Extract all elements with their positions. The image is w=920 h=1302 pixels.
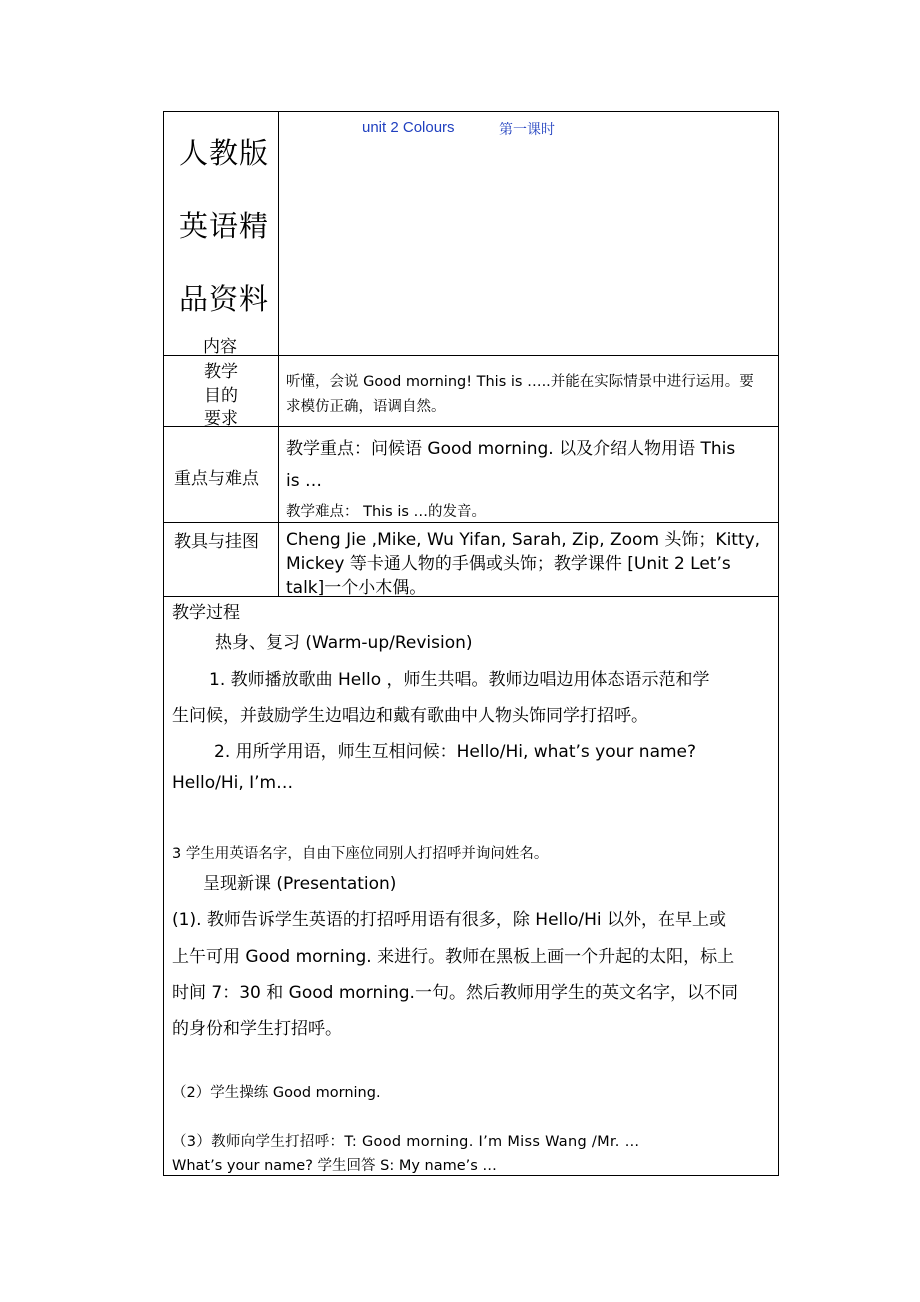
objectives-label-1: 教学 xyxy=(204,362,238,382)
unit-title: unit 2 Colours xyxy=(362,119,455,136)
row-divider-header xyxy=(163,355,779,356)
label-column-divider xyxy=(278,111,279,597)
keypoints-text-2: is … xyxy=(286,471,322,491)
table-top-border xyxy=(163,111,779,112)
p1-line-2: 上午可用 Good morning. 来进行。教师在黑板上画一个升起的太阳，标上 xyxy=(172,947,735,967)
p1-line-4: 的身份和学生打招呼。 xyxy=(172,1019,342,1039)
row-divider-materials xyxy=(163,596,779,597)
p1-line-3: 时间 7：30 和 Good morning.一句。然后教师用学生的英文名字，以不同 xyxy=(172,983,738,1003)
watermark-line-2: 英语精 xyxy=(179,209,270,243)
p2: （2）学生操练 Good morning. xyxy=(172,1085,381,1101)
step1-line-2: 生问候，并鼓励学生边唱边和戴有歌曲中人物头饰同学打招呼。 xyxy=(172,706,648,726)
p1-line-1: (1). 教师告诉学生英语的打招呼用语有很多，除 Hello/Hi 以外，在早上或 xyxy=(172,910,727,930)
objectives-label-3: 要求 xyxy=(204,409,238,429)
warmup-heading: 热身、复习 (Warm-up/Revision) xyxy=(215,633,473,653)
objectives-text-1: 听懂，会说 Good morning! This is …..并能在实际情景中进行运用。要 xyxy=(286,374,754,390)
presentation-heading: 呈现新课 (Presentation) xyxy=(203,874,397,894)
keypoints-label: 重点与难点 xyxy=(174,469,259,489)
table-left-border xyxy=(163,111,164,1176)
row-divider-keypoints xyxy=(163,522,779,523)
p3-line-2: What’s your name? 学生回答 S: My name’s … xyxy=(172,1158,497,1174)
process-title: 教学过程 xyxy=(172,603,240,623)
lesson-number: 第一课时 xyxy=(499,122,555,138)
p3-line-1: （3）教师向学生打招呼：T: Good morning. I’m Miss Wang /Mr. … xyxy=(172,1134,640,1150)
step1-line-1: 1. 教师播放歌曲 Hello ，师生共唱。教师边唱边用体态语示范和学 xyxy=(209,670,710,690)
materials-label: 教具与挂图 xyxy=(174,532,259,552)
materials-text-1: Cheng Jie ,Mike, Wu Yifan, Sarah, Zip, Zoom 头饰；Kitty, xyxy=(286,530,761,550)
keypoints-text-3: 教学难点： This is …的发音。 xyxy=(286,504,487,520)
content-label: 内容 xyxy=(203,337,237,357)
objectives-label-2: 目的 xyxy=(204,386,238,406)
step2-line-2: Hello/Hi, I’m… xyxy=(172,773,294,793)
step3: 3 学生用英语名字，自由下座位同别人打招呼并询问姓名。 xyxy=(172,846,549,862)
materials-text-2: Mickey 等卡通人物的手偶或头饰；教学课件 [Unit 2 Let’s xyxy=(286,554,731,574)
watermark-line-3: 品资料 xyxy=(179,282,270,316)
table-right-border xyxy=(778,111,779,1176)
materials-text-3: talk]一个小木偶。 xyxy=(286,578,427,598)
objectives-text-2: 求模仿正确，语调自然。 xyxy=(286,399,446,415)
table-bottom-border xyxy=(163,1175,779,1176)
step2-line-1: 2. 用所学用语，师生互相问候：Hello/Hi, what’s your name? xyxy=(214,742,697,762)
row-divider-objectives xyxy=(163,426,779,427)
watermark-line-1: 人教版 xyxy=(179,136,270,170)
keypoints-text-1: 教学重点：问候语 Good morning. 以及介绍人物用语 This xyxy=(286,439,736,459)
